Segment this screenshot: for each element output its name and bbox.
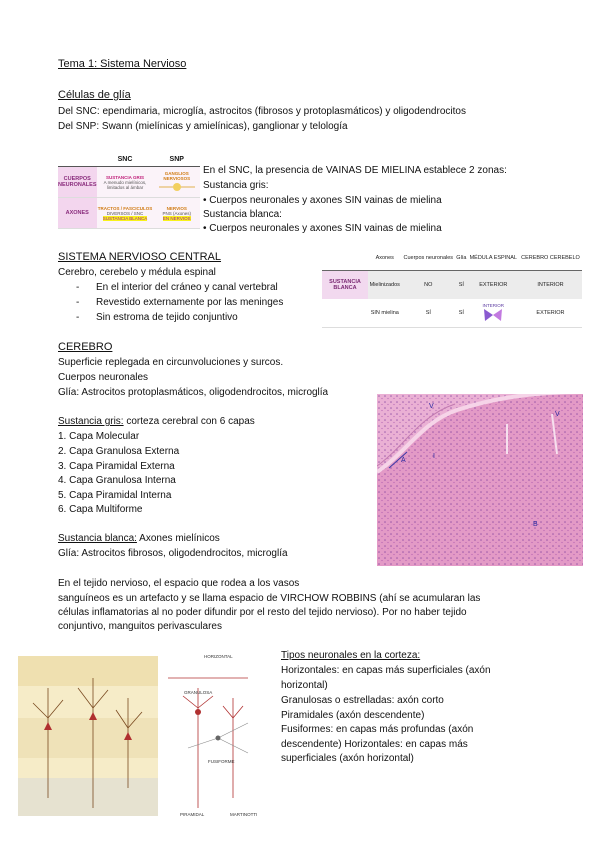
mielina-blanca-bullet: • Cuerpos neuronales y axones SIN vainas de mielina bbox=[203, 223, 442, 234]
cortex-diagram bbox=[8, 648, 270, 820]
header-cerebro: CEREBRO CEREBELO bbox=[519, 246, 582, 271]
tipos-line: horizontal) bbox=[281, 680, 328, 691]
virchow-line: células inflamatorias al no poder difundir por el resto del tejido nervioso). Por no haber tejido bbox=[58, 607, 467, 618]
butterfly-icon bbox=[482, 308, 504, 322]
cerebro-line3: Glía: Astrocitos protoplasmáticos, oligodendrocitos, microglía bbox=[58, 387, 329, 398]
diagram-label-granulosa: GRANULOSA bbox=[184, 690, 213, 695]
diagram-label-piramidal: PIRAMIDAL bbox=[180, 812, 205, 817]
cell: NO bbox=[402, 271, 456, 300]
cell-interior-butterfly: INTERIOR bbox=[468, 299, 519, 328]
header-glia: Glía bbox=[455, 246, 468, 271]
virchow-line: sanguíneos es un artefacto y se llama espacio de VIRCHOW ROBBINS (ahí se acumularan las bbox=[58, 593, 481, 604]
capa-item: 4. Capa Granulosa Interna bbox=[58, 475, 176, 486]
diagram-label-fusiforme: FUSIFORME bbox=[208, 759, 235, 764]
diagram-label-martinotti: MARTINOTTI bbox=[230, 812, 258, 817]
cell bbox=[322, 299, 368, 328]
tipos-line: Piramidales (axón descendente) bbox=[281, 710, 425, 721]
sustancia-table bbox=[322, 246, 582, 328]
histo-label-v2: V bbox=[555, 411, 560, 418]
snc-heading: SISTEMA NERVIOSO CENTRAL bbox=[58, 251, 222, 263]
cell-nervios: NERVIOS PNS (Axones) EN NERVIOS bbox=[154, 198, 201, 229]
cell: SIN mielina bbox=[368, 299, 402, 328]
row-label-axones: AXONES bbox=[58, 198, 97, 229]
snc-item: - Revestido externamente por las meninges bbox=[76, 297, 284, 308]
ganglion-icon bbox=[157, 181, 197, 193]
cell-ganglios: GANGLIOS NERVIOSOS bbox=[154, 167, 201, 198]
glia-snp-line: Del SNP: Swann (mielínicas y amielínicas), ganglionar y telología bbox=[58, 121, 348, 132]
header-medula: MÉDULA ESPINAL bbox=[468, 246, 519, 271]
snc-line1: Cerebro, cerebelo y médula espinal bbox=[58, 267, 216, 278]
tipos-line: Granulosas o estrelladas: axón corto bbox=[281, 695, 444, 706]
capa-item: 3. Capa Piramidal Externa bbox=[58, 461, 175, 472]
glia-snc-line: Del SNC: ependimaria, microglía, astrocitos (fibrosos y protoplasmáticos) y oligodendrocitos bbox=[58, 106, 466, 117]
sustancia-blanca-glia: Glía: Astrocitos fibrosos, oligodendrocitos, microglía bbox=[58, 548, 288, 559]
histo-label-b: B bbox=[533, 521, 538, 528]
sustancia-blanca-line: Sustancia blanca: Axones mielínicos bbox=[58, 533, 220, 544]
snc-item: - En el interior del cráneo y canal vertebral bbox=[76, 282, 278, 293]
diagram-label-horizontal: HORIZONTAL bbox=[204, 654, 233, 659]
cell: EXTERIOR bbox=[468, 271, 519, 300]
cerebro-line2: Cuerpos neuronales bbox=[58, 372, 149, 383]
capa-item: 1. Capa Molecular bbox=[58, 431, 140, 442]
cell: SÍ bbox=[402, 299, 456, 328]
page-title: Tema 1: Sistema Nervioso bbox=[58, 58, 187, 70]
mielina-gris-bullet: • Cuerpos neuronales y axones SIN vainas de mielina bbox=[203, 195, 442, 206]
mielina-gris: Sustancia gris: bbox=[203, 180, 269, 191]
histology-image bbox=[377, 394, 583, 566]
cerebro-line1: Superficie replegada en circunvoluciones y surcos. bbox=[58, 357, 284, 368]
cell: SÍ bbox=[455, 271, 468, 300]
tipos-line: descendente) Horizontales: en capas más bbox=[281, 739, 468, 750]
capa-item: 5. Capa Piramidal Interna bbox=[58, 490, 172, 501]
tipos-heading: Tipos neuronales en la corteza: bbox=[281, 650, 421, 661]
histo-label-i: I bbox=[433, 453, 435, 460]
histo-label-a: A bbox=[401, 457, 406, 464]
capa-item: 2. Capa Granulosa Externa bbox=[58, 446, 180, 457]
header-cuerpos: Cuerpos neuronales bbox=[402, 246, 456, 271]
sustancia-gris-line: Sustancia gris: corteza cerebral con 6 capas bbox=[58, 416, 255, 427]
row-label-sustancia-blanca: SUSTANCIA BLANCA bbox=[322, 271, 368, 300]
cell: SÍ bbox=[455, 299, 468, 328]
cell: INTERIOR bbox=[519, 271, 582, 300]
tipos-line: Fusiformes: en capas más profundas (axón bbox=[281, 724, 474, 735]
virchow-line: En el tejido nervioso, el espacio que rodea a los vasos bbox=[58, 578, 300, 589]
snp-header: SNP bbox=[154, 152, 201, 167]
cell-sustancia-gris: SUSTANCIA GRIS A menudo mielínicos, limitados al ámbar bbox=[97, 167, 154, 198]
mielina-blanca: Sustancia blanca: bbox=[203, 209, 282, 220]
snc-item: - Sin estroma de tejido conjuntivo bbox=[76, 312, 238, 323]
cerebro-heading: CEREBRO bbox=[58, 341, 113, 353]
capa-item: 6. Capa Multiforme bbox=[58, 504, 143, 515]
header-axones: Axones bbox=[368, 246, 402, 271]
histo-label-v: V bbox=[429, 403, 434, 410]
glia-heading: Células de glía bbox=[58, 89, 131, 101]
snc-header: SNC bbox=[97, 152, 154, 167]
snc-snp-table bbox=[58, 152, 200, 229]
virchow-line: conjuntivo, manguitos perivasculares bbox=[58, 621, 222, 632]
tipos-line: superficiales (axón horizontal) bbox=[281, 753, 414, 764]
cell: EXTERIOR bbox=[519, 299, 582, 328]
tipos-line: Horizontales: en capas más superficiales (axón bbox=[281, 665, 491, 676]
cell-tractos: TRACTOS / FASCICULOS DIVERSOS / SNC SUSTANCIA BLANCA bbox=[97, 198, 154, 229]
row-label-cuerpos: CUERPOS NEURONALES bbox=[58, 167, 97, 198]
mielina-intro: En el SNC, la presencia de VAINAS DE MIELINA establece 2 zonas: bbox=[203, 165, 507, 176]
cell: Mielinizados bbox=[368, 271, 402, 300]
